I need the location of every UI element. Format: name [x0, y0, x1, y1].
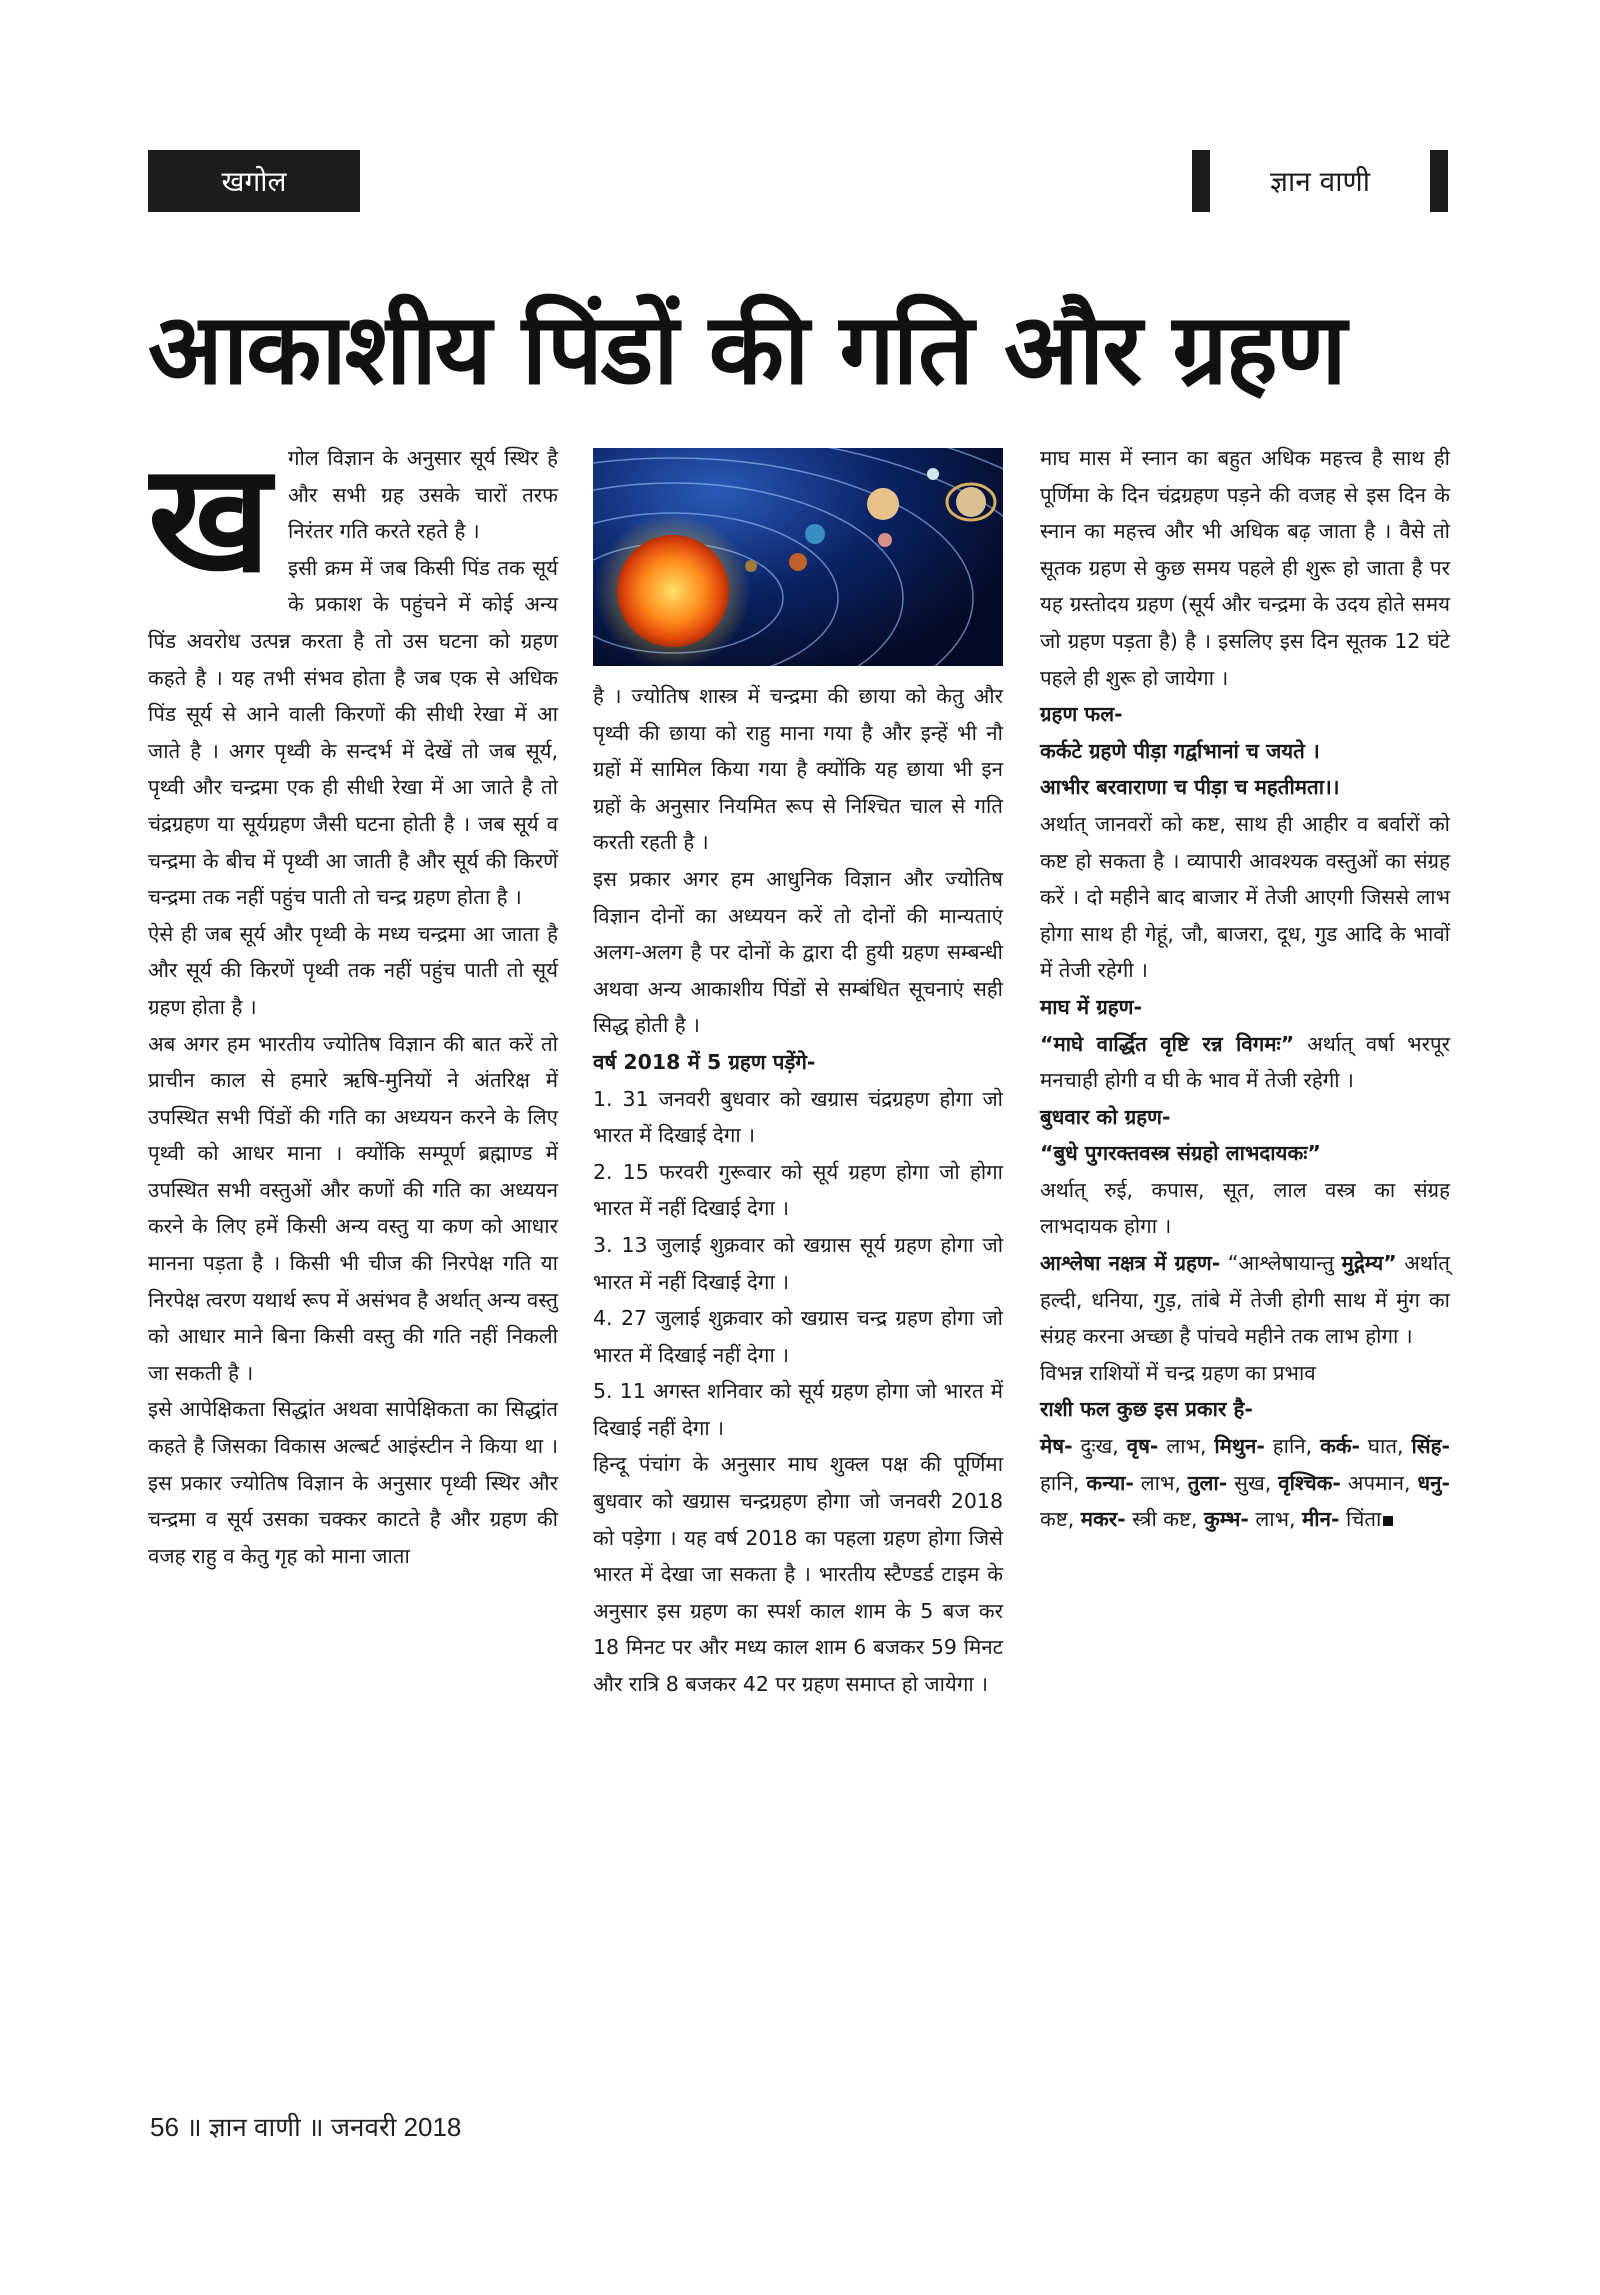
subheading: माघ में ग्रहण- — [1040, 994, 1142, 1019]
paragraph — [1040, 1026, 1450, 1099]
rashi-sign: धनु- — [1417, 1470, 1450, 1495]
rashi-list — [1040, 1428, 1450, 1538]
paragraph: हिन्दू पंचांग के अनुसार माघ शुक्ल पक्ष की पूर्णिमा बुधवार को खग्रास चन्द्रग्रहण होगा जो जनवरी 2018 को पड़ेगा । यह वर्ष 2018 का पहला ग्रहण होगा जिसे भारत में देखा जा सकता है । भारतीय स्टैण्डर्ड टाइम के अनुसार इस ग्रहण का स्पर्श काल शाम के 5 बज कर 18 मिनट पर और मध्य काल शाम 6 बजकर 59 मिनट और रात्रि 8 बजकर 42 पर ग्रहण समाप्त हो जायेगा । — [593, 1452, 1003, 1697]
eclipse-item: 3. 13 जुलाई शुक्रवार को खग्रास सूर्य ग्रहण होगा जो भारत में नहीं दिखाई देगा । — [593, 1232, 1003, 1294]
subheading: बुधवार को ग्रहण- — [1040, 1104, 1171, 1129]
article-column-1 — [148, 440, 558, 1574]
rashi-effect: कष्ट, — [1040, 1507, 1081, 1532]
rashi-sign: मीन- — [1302, 1507, 1340, 1532]
article-headline: आकाशीय पिंडों की गति और ग्रहण — [148, 293, 1345, 407]
drop-cap: ख — [148, 444, 271, 606]
quote: “बुधे पुगरक्तवस्त्र संग्रहो लाभदायकः” — [1040, 1141, 1321, 1166]
paragraph: अर्थात् जानवरों को कष्ट, साथ ही आहीर व बर्वारों को कष्ट हो सकता है । व्यापारी आवश्यक वस्तुओं का संग्रह करें । दो महीने बाद बाजार में तेजी आएगी जिससे लाभ होगा साथ ही गेहूं, जौ, बाजरा, दूध, गुड आदि के भावों में तेजी रहेगी । — [1040, 811, 1450, 983]
section-label: खगोल — [221, 165, 287, 198]
rashi-sign: मेष- — [1040, 1434, 1073, 1459]
rashi-effect: स्त्री कष्ट, — [1125, 1507, 1205, 1532]
rashi-effect: घात, — [1360, 1434, 1412, 1459]
footer-issue: जनवरी 2018 — [330, 2112, 462, 2142]
rashi-effect: लाभ, — [1158, 1434, 1215, 1459]
eclipse-list-heading: वर्ष 2018 में 5 ग्रहण पड़ेंगे- — [593, 1049, 816, 1074]
paragraph: इसी क्रम में जब किसी पिंड तक सूर्य के प्रकाश के पहुंचने में कोई अन्य पिंड अवरोध उत्पन्न करता है तो उस घटना को ग्रहण कहते है । यह तभी संभव होता है जब एक से अधिक पिंड सूर्य से आने वाली किरणों की सीधी रेखा में आ जाते है । अगर पृथ्वी के सन्दर्भ में देखें तो जब सूर्य, पृथ्वी और चन्द्रमा एक ही सीधी रेखा में आ जाते है तो चंद्रग्रहण या सूर्यग्रहण जैसी घटना होती है । जब सूर्य व चन्द्रमा के बीच में पृथ्वी आ जाती है और सूर्य की किरणें चन्द्रमा तक नहीं पहुंच पाती तो चन्द्र ग्रहण होता है । — [148, 555, 558, 910]
section-tag — [148, 150, 360, 212]
rashi-effect: दुःख, — [1072, 1434, 1127, 1459]
subheading: ग्रहण फल- — [1040, 702, 1123, 727]
paragraph: अर्थात् रुई, कपास, सूत, लाल वस्त्र का संग्रह लाभदायक होगा । — [1040, 1177, 1450, 1239]
divider-bar — [1192, 150, 1210, 212]
page-number: 56 — [150, 2112, 179, 2142]
rashi-sign: मकर- — [1080, 1507, 1126, 1532]
eclipse-item: 1. 31 जनवरी बुधवार को खग्रास चंद्रग्रहण होगा जो भारत में दिखाई देगा । — [593, 1086, 1003, 1148]
rashi-sign: मिथुन- — [1214, 1434, 1265, 1459]
quote: “आश्लेषायान्तु — [1220, 1251, 1335, 1276]
paragraph: इस प्रकार अगर हम आधुनिक विज्ञान और ज्योतिष विज्ञान दोनों का अध्ययन करें तो दोनों की मान्यताएं अलग-अलग है पर दोनों के द्वारा दी हुयी ग्रहण सम्बन्धी अथवा अन्य आकाशीय पिंडों से सम्बंधित सूचनाएं सही सिद्ध होती है । — [593, 866, 1003, 1038]
rashi-effect: हानि, — [1040, 1470, 1087, 1495]
subheading: राशी फल कुछ इस प्रकार है- — [1040, 1397, 1253, 1422]
footer-separator: ॥ — [300, 2112, 331, 2142]
eclipse-item: 5. 11 अगस्त शनिवार को सूर्य ग्रहण होगा जो भारत में दिखाई नहीं देगा । — [593, 1379, 1003, 1440]
article-column-3 — [1040, 440, 1450, 1538]
text: अर्थात् हल्दी, धनिया, गुड़, तांबे में तेजी होगी साथ में मुंग का संग्रह करना अच्छा है पांचवे महीने तक लाभ होगा । — [1040, 1251, 1450, 1349]
paragraph: विभन्न राशियों में चन्द्र ग्रहण का प्रभाव — [1040, 1360, 1316, 1385]
shloka-line: आभीर बरवाराणा च पीड़ा च महतीमता।। — [1040, 775, 1340, 800]
text: अर्थात् वर्षा भरपूर मनचाही होगी व घी के भाव में तेजी रहेगी । — [1040, 1031, 1450, 1093]
rashi-sign: कर्क- — [1320, 1434, 1361, 1459]
end-mark-icon — [1383, 1516, 1393, 1526]
magazine-tag — [1192, 150, 1448, 212]
sun — [617, 535, 729, 647]
rashi-effect: सुख, — [1227, 1470, 1279, 1495]
magazine-label: ज्ञान वाणी — [1270, 165, 1370, 198]
intro-paragraph: गोल विज्ञान के अनुसार सूर्य स्थिर है और सभी ग्रह उसके चारों तरफ निरंतर गति करते रहते है । — [288, 446, 558, 544]
quote: मुद्गेम्य” — [1341, 1251, 1397, 1276]
subheading: आश्लेषा नक्षत्र में ग्रहण- — [1040, 1251, 1221, 1276]
rashi-effect: लाभ, — [1133, 1470, 1188, 1495]
rashi-effect: अपमान, — [1340, 1470, 1418, 1495]
eclipse-item: 2. 15 फरवरी गुरूवार को सूर्य ग्रहण होगा जो होगा भारत में नहीं दिखाई देगा । — [593, 1159, 1003, 1221]
paragraph: माघ मास में स्नान का बहुत अधिक महत्त्व है साथ ही पूर्णिमा के दिन चंद्रग्रहण पड़ने की वजह से इस दिन के स्नान का महत्त्व और भी अधिक बढ़ जाता है । वैसे तो सूतक ग्रहण से कुछ समय पहले ही शुरू हो जाता है पर यह ग्रस्तोदय ग्रहण (सूर्य और चन्द्रमा के उदय होते समय जो ग्रहण पड़ता है) है । इसलिए इस दिन सूतक 12 घंटे पहले ही शुरू हो जायेगा । — [1040, 446, 1450, 690]
eclipse-item: 4. 27 जुलाई शुक्रवार को खग्रास चन्द्र ग्रहण होगा जो भारत में दिखाई नहीं देगा । — [593, 1306, 1003, 1367]
paragraph: है । ज्योतिष शास्त्र में चन्द्रमा की छाया को केतु और पृथ्वी की छाया को राहु माना गया है और इन्हें भी नौ ग्रहों में सामिल किया गया है क्योंकि यह छाया भी इन ग्रहों के अनुसार नियमित रूप से निश्चित चाल से गति करती रहती है । — [593, 684, 1003, 855]
rashi-sign: तुला- — [1187, 1470, 1228, 1495]
footer-separator: ॥ — [178, 2112, 209, 2142]
article-column-2 — [593, 440, 1003, 1703]
rashi-effect: हानि, — [1264, 1434, 1321, 1459]
paragraph: अब अगर हम भारतीय ज्योतिष विज्ञान की बात करें तो प्राचीन काल से हमारे ऋषि-मुनियों ने अंतरिक्ष में उपस्थित सभी पिंडों की गति का अध्ययन करने के लिए पृथ्वी को आधर माना । क्योंकि सम्पूर्ण ब्रह्माण्ड में उपस्थित सभी वस्तुओं और कणों की गति का अध्ययन करने के लिए हमें किसी अन्य वस्तु या कण को आधार मानना पड़ता है । किसी भी चीज की निरपेक्ष गति या निरपेक्ष त्वरण यथार्थ रूप में असंभव है अर्थात् अन्य वस्तु को आधार माने बिना किसी वस्तु की गति नहीं निकली जा सकती है । — [148, 1031, 558, 1385]
shloka-line: कर्कटे ग्रहणे पीड़ा गर्द्वाभानां च जयते । — [1040, 738, 1320, 763]
rashi-sign: कुम्भ- — [1204, 1507, 1249, 1532]
divider-bar — [1430, 150, 1448, 212]
footer-magazine: ज्ञान वाणी — [208, 2112, 301, 2142]
rashi-sign: सिंह- — [1411, 1434, 1450, 1459]
quote: “माघे वार्द्धित वृष्टि रन्न विगमः” — [1040, 1031, 1295, 1056]
page-footer — [150, 2108, 461, 2144]
paragraph: इसे आपेक्षिकता सिद्धांत अथवा सापेक्षिकता का सिद्धांत कहते है जिसका विकास अल्बर्ट आइंस्टीन ने किया था । इस प्रकार ज्योतिष विज्ञान के अनुसार पृथ्वी स्थिर और चन्द्रमा व सूर्य उसका चक्कर काटते है और ग्रहण की वजह राहु व केतु गृह को माना जाता — [148, 1397, 558, 1568]
rashi-sign: वृश्चिक- — [1278, 1470, 1341, 1495]
solar-system-image — [593, 448, 1003, 666]
rashi-effect: चिंता — [1339, 1507, 1382, 1532]
paragraph — [1040, 1245, 1450, 1355]
rashi-sign: कन्या- — [1086, 1470, 1134, 1495]
paragraph: ऐसे ही जब सूर्य और पृथ्वी के मध्य चन्द्रमा आ जाता है और सूर्य की किरणें पृथ्वी तक नहीं पहुंच पाती तो सूर्य ग्रहण होता है । — [148, 921, 558, 1019]
rashi-effect: लाभ, — [1248, 1507, 1303, 1532]
rashi-sign: वृष- — [1126, 1434, 1159, 1459]
